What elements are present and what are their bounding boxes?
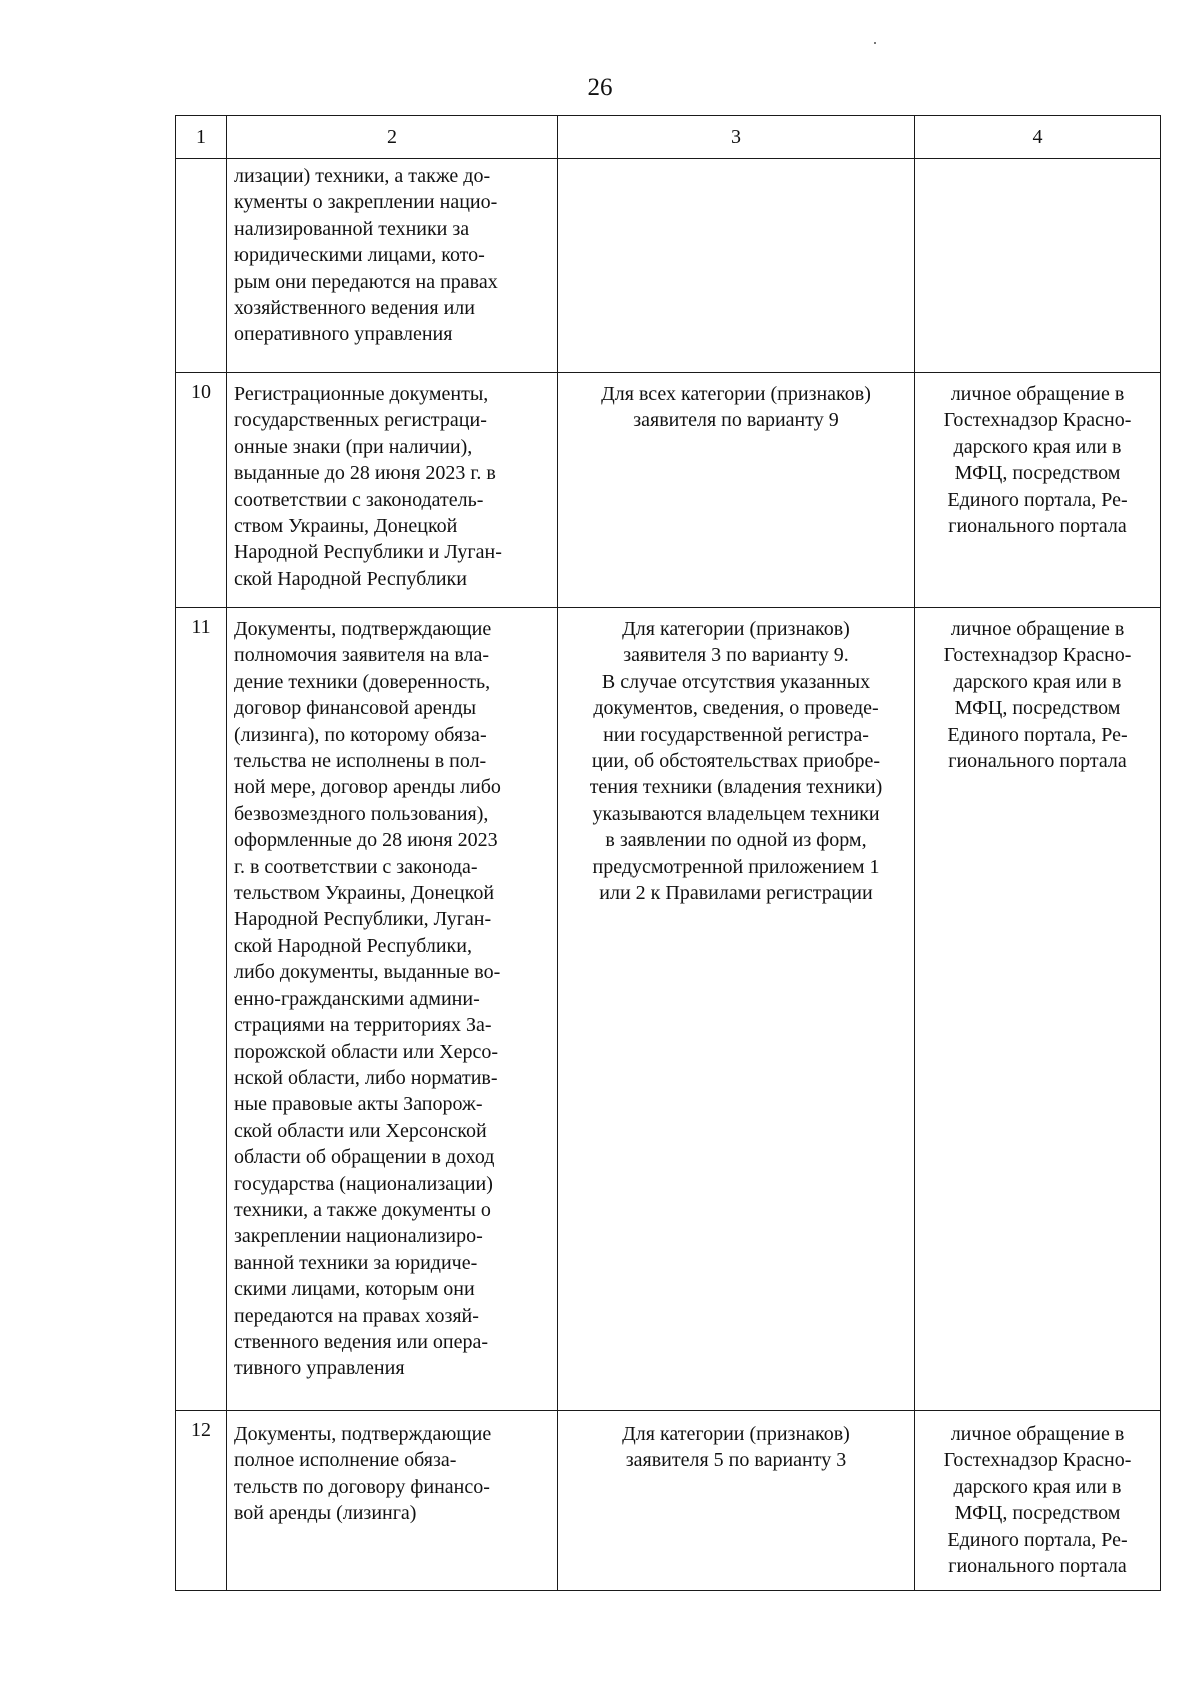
cell-text-line: заявителя 3 по варианту 9. [623, 644, 849, 667]
applicant-category-cell [558, 373, 915, 608]
cell-text-line: предусмотренной приложением 1 [592, 855, 880, 878]
page-number: 26 [587, 74, 613, 101]
cell-text-line: кументы о закреплении нацио- [234, 191, 498, 214]
cell-text-line: нализированной техники за [234, 217, 470, 240]
cell-text-line: страциями на территориях За- [234, 1014, 492, 1037]
cell-text-line: Документы, подтверждающие [234, 618, 492, 640]
cell-text-line: тельства не исполнены в пол- [234, 750, 487, 773]
applicant-category-cell [558, 159, 915, 373]
cell-text-line: выданные до 28 июня 2023 г. в [234, 462, 496, 485]
cell-text-line: г. в соответствии с законода- [234, 855, 478, 878]
column-header-3: 3 [558, 116, 915, 159]
cell-text-line: Регистрационные документы, [234, 383, 489, 405]
cell-text-line: Для категории (признаков) [622, 618, 850, 640]
table-header-row [176, 116, 1161, 159]
cell-text-line: ской Народной Республики, [234, 934, 472, 957]
cell-text-line: ственного ведения или опера- [234, 1330, 489, 1353]
cell-text-line: тельств по договору финансо- [234, 1475, 490, 1498]
cell-text-line: личное обращение в [950, 618, 1125, 640]
cell-text-line: передаются на правах хозяй- [234, 1304, 479, 1327]
table-row [176, 608, 1161, 1411]
cell-text-line: МФЦ, посредством [954, 697, 1121, 720]
cell-text-line: либо документы, выданные во- [234, 961, 501, 984]
cell-text-line: Гостехнадзор Красно- [943, 644, 1132, 667]
document-table [175, 115, 1161, 1591]
cell-text-line: или 2 к Правилами регистрации [599, 882, 873, 905]
cell-text-line: гионального портала [948, 515, 1127, 538]
cell-text-line: В случае отсутствия указанных [601, 670, 871, 693]
cell-text-line: оформленные до 28 июня 2023 [234, 829, 498, 852]
submission-method-cell [915, 608, 1161, 1411]
cell-text-line: дарского края или в [953, 1475, 1122, 1498]
cell-text-line: указываются владельцем техники [592, 802, 880, 825]
cell-text-line: дарского края или в [953, 670, 1122, 693]
cell-text-line: Гостехнадзор Красно- [943, 1449, 1132, 1472]
row-number-cell: 10 [176, 373, 227, 608]
cell-text-line: оперативного управления [234, 323, 453, 346]
cell-text-line: лизации) техники, а также до- [234, 165, 491, 187]
cell-text-line: рым они передаются на правах [234, 270, 498, 293]
cell-text-line: ской области или Херсонской [234, 1119, 487, 1142]
cell-text-line: юридическими лицами, кото- [234, 244, 485, 267]
document-name-cell [227, 1411, 558, 1591]
cell-text-line: Народной Республики, Луган- [234, 908, 492, 931]
cell-text-line: тения техники (владения техники) [589, 776, 883, 799]
row-number-cell: 12 [176, 1411, 227, 1591]
submission-method-cell [915, 1411, 1161, 1591]
scan-artifact-dot [874, 42, 876, 44]
cell-text-line: государства (национализации) [234, 1172, 493, 1195]
cell-text-line: ской Народной Республики [234, 567, 467, 590]
cell-text-line: нии государственной регистра- [603, 723, 869, 746]
column-header-4: 4 [915, 116, 1161, 159]
document-name-cell [227, 159, 558, 373]
table-row [176, 159, 1161, 373]
cell-text-line: гионального портала [948, 750, 1127, 773]
cell-text-line: тивного управления [234, 1357, 405, 1380]
document-name-cell [227, 608, 558, 1411]
cell-text-line: вой аренды (лизинга) [234, 1502, 417, 1525]
cell-text-line: полное исполнение обяза- [234, 1449, 457, 1472]
cell-text-line: Народной Республики и Луган- [234, 541, 502, 564]
applicant-category-cell [558, 1411, 915, 1591]
cell-text-line: онные знаки (при наличии), [234, 435, 473, 458]
applicant-category-cell [558, 608, 915, 1411]
cell-text-line: Документы, подтверждающие [234, 1423, 492, 1445]
cell-text-line: хозяйственного ведения или [234, 297, 475, 320]
cell-text-line: нской области, либо норматив- [234, 1066, 498, 1089]
cell-text-line: Единого портала, Ре- [947, 488, 1128, 511]
cell-text-line: тельством Украины, Донецкой [234, 882, 495, 905]
cell-text-line: енно-гражданскими админи- [234, 987, 480, 1010]
cell-text-line: гионального портала [948, 1555, 1127, 1578]
cell-text-line: области об обращении в доход [234, 1146, 495, 1169]
cell-text-line: полномочия заявителя на вла- [234, 644, 490, 667]
row-number-cell [176, 159, 227, 373]
document-name-cell [227, 373, 558, 608]
cell-text-line: закреплении национализиро- [234, 1225, 483, 1248]
cell-text-line: договор финансовой аренды [234, 697, 477, 720]
column-header-1: 1 [176, 116, 227, 159]
cell-text-line: (лизинга), по которому обяза- [234, 723, 487, 746]
column-header-2: 2 [227, 116, 558, 159]
submission-method-cell [915, 373, 1161, 608]
cell-text-line: МФЦ, посредством [954, 1502, 1121, 1525]
cell-text-line: ной мере, договор аренды либо [234, 776, 501, 799]
cell-text-line: ные правовые акты Запорож- [234, 1093, 483, 1116]
cell-text-line: МФЦ, посредством [954, 462, 1121, 485]
table-row [176, 373, 1161, 608]
cell-text-line: соответствии с законодатель- [234, 488, 484, 511]
cell-text-line: личное обращение в [950, 1423, 1125, 1445]
cell-text-line: документов, сведения, о проведе- [593, 697, 879, 720]
cell-text-line: техники, а также документы о [234, 1198, 491, 1221]
submission-method-cell [915, 159, 1161, 373]
cell-text-line: скими лицами, которым они [234, 1278, 475, 1301]
cell-text-line: дарского края или в [953, 435, 1122, 458]
cell-text-line: дение техники (доверенность, [234, 670, 491, 693]
cell-text-line: ции, об обстоятельствах приобре- [591, 750, 881, 773]
cell-text-line: Гостехнадзор Красно- [943, 409, 1132, 432]
table-row [176, 1411, 1161, 1591]
row-number-cell: 11 [176, 608, 227, 1411]
cell-text-line: государственных регистраци- [234, 409, 487, 432]
cell-text-line: заявителя 5 по варианту 3 [625, 1449, 847, 1472]
cell-text-line: безвозмездного пользования), [234, 802, 489, 825]
cell-text-line: в заявлении по одной из форм, [605, 829, 867, 852]
cell-text-line: заявителя по варианту 9 [633, 409, 839, 432]
cell-text-line: Для всех категории (признаков) [601, 383, 871, 405]
cell-text-line: личное обращение в [950, 383, 1125, 405]
cell-text-line: ством Украины, Донецкой [234, 515, 458, 538]
cell-text-line: Единого портала, Ре- [947, 723, 1128, 746]
cell-text-line: ванной техники за юридиче- [234, 1251, 478, 1274]
cell-text-line: порожской области или Херсо- [234, 1040, 499, 1063]
cell-text-line: Единого портала, Ре- [947, 1528, 1128, 1551]
cell-text-line: Для категории (признаков) [622, 1423, 850, 1445]
